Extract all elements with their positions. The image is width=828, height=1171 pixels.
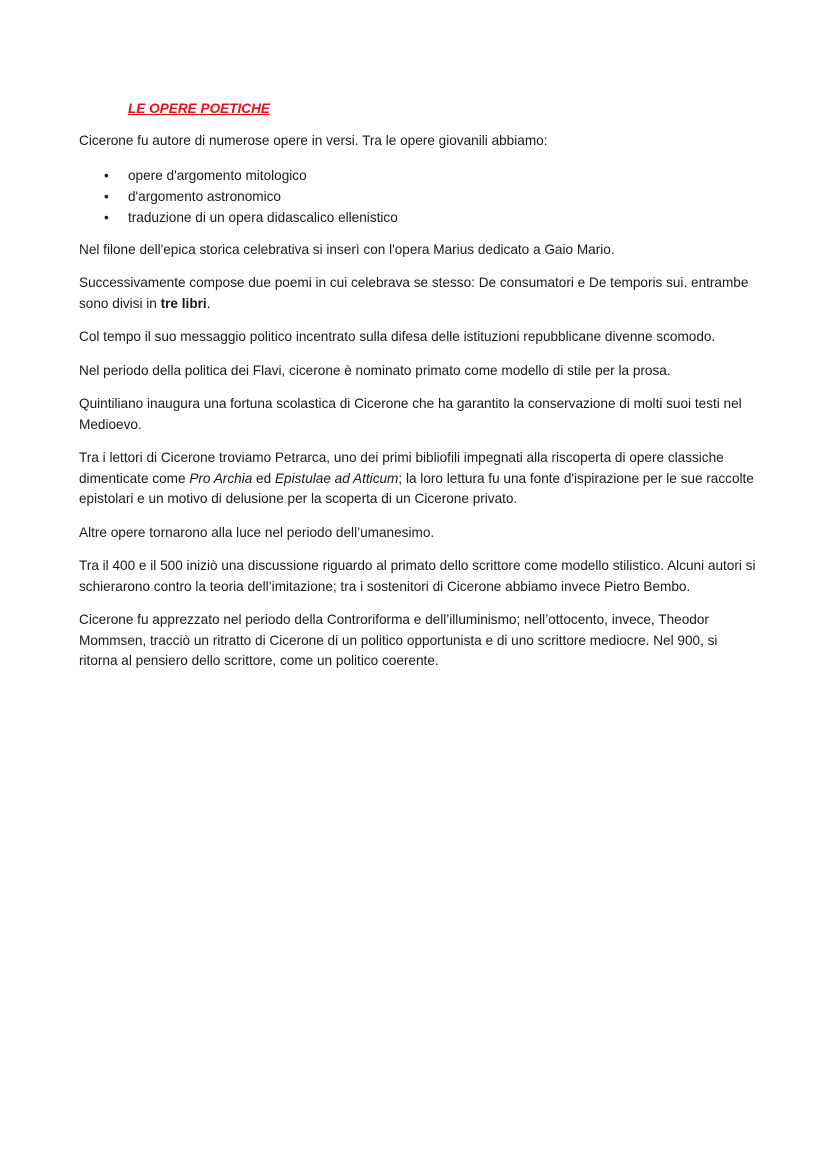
list-item-text: d'argomento astronomico — [128, 188, 281, 204]
list-item-text: traduzione di un opera didascalico ellenistico — [128, 209, 398, 225]
bullet-icon: • — [104, 209, 109, 225]
list-item — [79, 165, 759, 186]
section-title: LE OPERE POETICHE — [128, 101, 271, 116]
list-item — [79, 207, 759, 228]
paragraph-umanesimo: Altre opere tornarono alla luce nel periodo dell’umanesimo. — [79, 524, 435, 540]
paragraph-petrarca-italic1: Pro Archia — [189, 470, 253, 486]
paragraph-tempo: Col tempo il suo messaggio politico incentrato sulla difesa delle istituzioni repubblicane divenne scomodo. — [79, 329, 716, 344]
document-content — [79, 100, 759, 685]
paragraph-poemi-text: Successivamente compose due poemi in cui celebrava se stesso: De consumatori e De temporis sui. entrambe sono divisi in — [79, 275, 749, 311]
paragraph-marius: Nel filone dell'epica storica celebrativa si inserì con l'opera Marius dedicato a Gaio Mario. — [79, 241, 615, 257]
paragraph-petrarca-text2: ed — [252, 470, 275, 486]
works-list — [79, 165, 759, 228]
list-item-text: opere d'argomento mitologico — [128, 167, 307, 183]
paragraph-petrarca-text1: Tra i lettori di Cicerone troviamo Petrarca, uno dei primi bibliofili impegnati alla riscoperta di opere classiche dimenticate come — [79, 450, 724, 486]
bullet-icon: • — [104, 188, 109, 204]
list-item — [79, 186, 759, 207]
paragraph-poemi-end: . — [206, 295, 211, 311]
paragraph-poemi-bold: tre libri — [160, 295, 207, 311]
paragraph-petrarca-text3: ; la loro lettura fu una fonte d'ispirazione per le sue raccolte epistolari e un motivo di delusione per la scoperta di un Cicerone privato. — [79, 470, 754, 506]
intro-paragraph: Cicerone fu autore di numerose opere in versi. Tra le opere giovanili abbiamo: — [79, 133, 548, 148]
bullet-icon: • — [104, 167, 109, 183]
paragraph-controriforma: Cicerone fu apprezzato nel periodo della Controriforma e dell’illuminismo; nell’ottocento, invece, Theodor Mommsen, tracciò un ritratto di Cicerone di un politico opportunista e di uno scrittore mediocre. Nel 900, si ritorna al pensiero dello scrittore, come un politico coerente. — [79, 612, 718, 668]
paragraph-poemi — [79, 273, 759, 314]
paragraph-petrarca-italic2: Epistulae ad Atticum — [274, 470, 399, 486]
paragraph-quintiliano: Quintiliano inaugura una fortuna scolastica di Cicerone che ha garantito la conservazione di molti suoi testi nel Medioevo. — [79, 396, 742, 432]
paragraph-petrarca — [79, 448, 759, 510]
paragraph-flavi: Nel periodo della politica dei Flavi, cicerone è nominato primato come modello di stile per la prosa. — [79, 362, 671, 378]
paragraph-400: Tra il 400 e il 500 iniziò una discussione riguardo al primato dello scrittore come modello stilistico. Alcuni autori si schierarono contro la teoria dell’imitazione; tra i sostenitori di Cicerone abbiamo invece Pietro Bembo. — [79, 558, 756, 594]
